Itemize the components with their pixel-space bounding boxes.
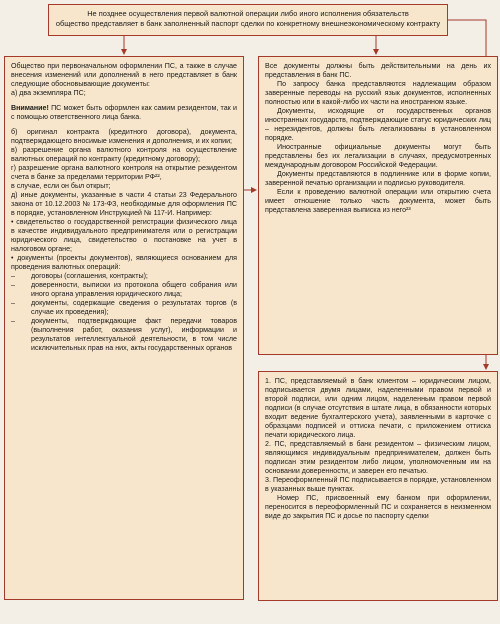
left-dash-1: – договоры (соглашения, контракты); <box>11 272 237 281</box>
left-item-g: г) разрешение органа валютного контроля на открытие резидентом счета в банке за пределами территории РФ²², <box>11 164 237 181</box>
right1-p5: Документы представляются в подлиннике или в форме копии, заверенной печатью организации и подписью руководителя. <box>265 170 491 187</box>
left-item-g2: в случае, если он был открыт; <box>11 182 111 190</box>
top-box-line-1: Не позднее осуществления первой валютной операции либо иного исполнения обязательств <box>87 9 409 18</box>
left-item-d: д) иные документы, указанные в части 4 статьи 23 Федерального закона от 10.12.2003 № 173-ФЗ, необходимые для оформления ПС в порядке, установленном Инструкцией № 117-И. Например: <box>11 191 237 217</box>
top-box <box>48 4 448 36</box>
right2-p3: 3. Переоформленный ПС подписывается в порядке, установленном в указанных выше пунктах. <box>265 476 491 493</box>
right1-p2: По запросу банка представляются надлежащим образом заверенные переводы на русский язык документов, исполненных полностью или в какой-либо их части на иностранном языке. <box>265 80 491 106</box>
left-bullet-1: • свидетельство о государственной регистрации физического лица в качестве индивидуального предпринимателя или о регистрации юридического лица, свидетельство о постановке на учет в налоговом органе; <box>11 218 237 253</box>
attention-text: ПС может быть оформлен как самим резидентом, так и с помощью ответственного лица банка. <box>11 104 237 121</box>
top-box-line-2: общество представляет в банк заполненный паспорт сделки по конкретному внешнеэкономическому контракту <box>55 19 441 28</box>
left-dash-2: – доверенности, выписки из протокола общего собрания или иного органа управления юридического лица; <box>11 281 237 299</box>
left-bullet-2: • документы (проекты документов), являющиеся основанием для проведения валютных операций: <box>11 254 237 271</box>
left-dash-3: – документы, содержащие сведения о результатах торгов (в случае их проведения); <box>11 299 237 317</box>
left-item-b: б) оригинал контракта (кредитного договора), документа, подтверждающего вносимые изменения и дополнения, и их копии; <box>11 128 237 145</box>
right-box-2 <box>258 371 498 601</box>
left-item-v: в) разрешение органа валютного контроля на осуществление валютных операций по контракту (кредитному договору); <box>11 146 237 163</box>
right2-p2: 2. ПС, представляемый в банк резидентом – физическим лицом, являющимся индивидуальным предпринимателем, должен быть подписан этим резидентом либо лицом, уполномоченным им на основании доверенности, и заверен его печатью. <box>265 440 491 475</box>
right2-p4: Номер ПС, присвоенный ему банком при оформлении, переносится в переоформленный ПС и сохраняется в неизменном виде до закрытия ПС и досье по паспорту сделки <box>265 494 491 520</box>
right1-p4: Иностранные официальные документы могут быть представлены без их легализации в случаях, предусмотренных международным договором Российской Федерации. <box>265 143 491 169</box>
left-intro: Общество при первоначальном оформлении ПС, а также в случае внесения изменений или дополнений в него представляет в банк следующие обосновывающие документы: <box>11 62 237 88</box>
left-item-a: а) два экземпляра ПС; <box>11 89 86 97</box>
right-box-1 <box>258 56 498 355</box>
right2-p1: 1. ПС, представляемый в банк клиентом – юридическим лицом, подписывается двумя лицами, наделенными правом первой и второй подписи, или одним лицом, наделенным правом первой подписи (в случае отсутствия в штате лица, в обязанности которых входит ведение бухгалтерского учета), заявленными в карточке с образцами подписей и оттиска печати, с приложением оттиска печати юридического лица. <box>265 377 491 439</box>
left-box <box>4 56 244 600</box>
attention-label: Внимание! <box>11 104 49 112</box>
left-dash-4: – документы, подтверждающие факт передачи товаров (выполнения работ, оказания услуг), информации и результатов интеллектуальной деятельности, в том числе исключительных прав на них, акты государственных органов <box>11 317 237 353</box>
right1-p1: Все документы должны быть действительными на день их представления в банк ПС. <box>265 62 491 79</box>
left-attention <box>11 104 237 122</box>
right1-p6: Если к проведению валютной операции или открытию счета имеет отношение только часть документа, может быть представлена заверенная выписка из него²³ <box>265 188 491 214</box>
right1-p3: Документы, исходящие от государственных органов иностранных государств, подтверждающие статус юридических лиц – нерезидентов, должны быть легализованы в установленном порядке. <box>265 107 491 142</box>
